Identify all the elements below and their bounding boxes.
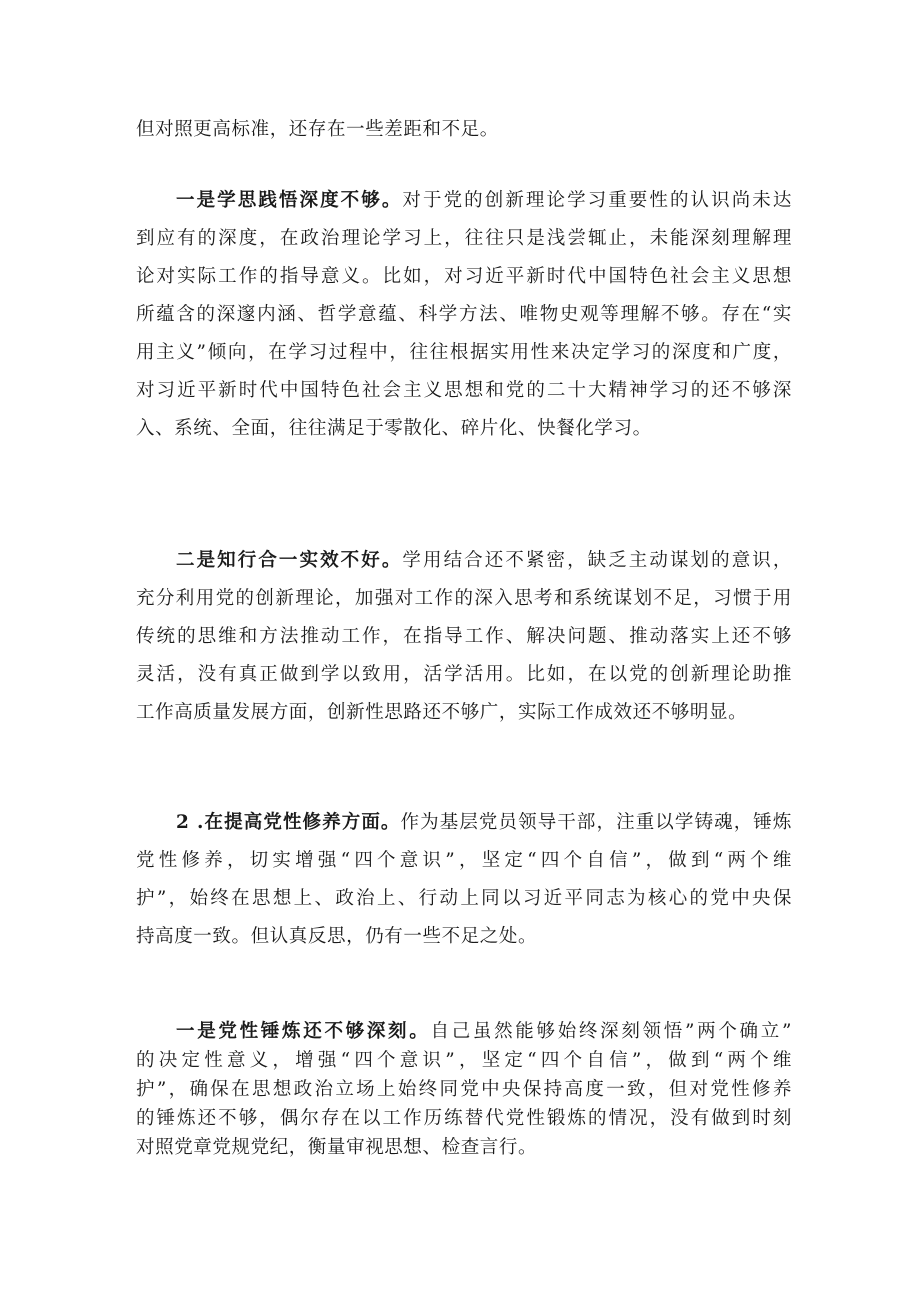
line-text: 作为基层党员领导干部，注重以学铸魂，锤炼 bbox=[400, 812, 792, 833]
text-line bbox=[136, 804, 792, 842]
text-line: 的锤炼还不够，偶尔存在以工作历练替代党性锻炼的情况，没有做到时刻 bbox=[136, 1108, 792, 1129]
text-line: 传统的思维和方法推动工作，在指导工作、解决问题、推动落实上还不够 bbox=[136, 626, 792, 647]
paragraph-lead: 2 .在提高党性修养方面。 bbox=[176, 812, 401, 833]
text-line bbox=[136, 1017, 792, 1046]
text-line: 护”，始终在思想上、政治上、行动上同以习近平同志为核心的党中央保 bbox=[136, 888, 792, 909]
paragraph-1 bbox=[136, 111, 792, 149]
text-line: 对习近平新时代中国特色社会主义思想和党的二十大精神学习的还不够深 bbox=[136, 380, 792, 401]
text-line: 工作高质量发展方面，创新性思路还不够广，实际工作成效还不够明显。 bbox=[136, 702, 748, 723]
text-line: 到应有的深度，在政治理论学习上，往往只是浅尝辄止，未能深刻理解理 bbox=[136, 228, 792, 249]
text-line: 持高度一致。但认真反思，仍有一些不足之处。 bbox=[136, 926, 538, 947]
text-line bbox=[136, 182, 792, 220]
text-line: 的决定性意义，增强“四个意识”，坚定“四个自信”，做到“两个维 bbox=[136, 1050, 792, 1071]
text-line: 但对照更高标准，还存在一些差距和不足。 bbox=[136, 119, 499, 140]
paragraph-3 bbox=[136, 542, 792, 732]
text-line: 用主义”倾向，在学习过程中，往往根据实用性来决定学习的深度和广度， bbox=[136, 342, 792, 363]
line-text: 学用结合还不紧密，缺乏主动谋划的意识， bbox=[402, 550, 792, 571]
paragraph-2 bbox=[136, 182, 792, 448]
text-line: 灵活，没有真正做到学以致用，活学活用。比如，在以党的创新理论助推 bbox=[136, 664, 792, 685]
paragraph-lead: 一是党性锤炼还不够深刻。 bbox=[176, 1021, 431, 1042]
text-line: 所蕴含的深邃内涵、哲学意蕴、科学方法、唯物史观等理解不够。存在“实 bbox=[136, 304, 792, 325]
paragraph-4 bbox=[136, 804, 792, 956]
line-text: 对于党的创新理论学习重要性的认识尚未达 bbox=[402, 190, 792, 211]
text-line: 对照党章党规党纪，衡量审视思想、检查言行。 bbox=[136, 1137, 538, 1158]
text-line: 护”，确保在思想政治立场上始终同党中央保持高度一致，但对党性修养 bbox=[136, 1079, 792, 1100]
paragraph-5 bbox=[136, 1017, 792, 1162]
paragraph-lead: 二是知行合一实效不好。 bbox=[176, 550, 403, 571]
text-line: 充分利用党的创新理论，加强对工作的深入思考和系统谋划不足，习惯于用 bbox=[136, 588, 792, 609]
text-line: 党性修养，切实增强“四个意识”，坚定“四个自信”，做到“两个维 bbox=[136, 850, 792, 871]
text-line: 入、系统、全面，往往满足于零散化、碎片化、快餐化学习。 bbox=[136, 418, 652, 439]
text-line: 论对实际工作的指导意义。比如，对习近平新时代中国特色社会主义思想 bbox=[136, 266, 792, 287]
text-line bbox=[136, 542, 792, 580]
line-text: 自己虽然能够始终深刻领悟”两个确立” bbox=[430, 1021, 793, 1042]
paragraph-lead: 一是学思践悟深度不够。 bbox=[176, 190, 403, 211]
